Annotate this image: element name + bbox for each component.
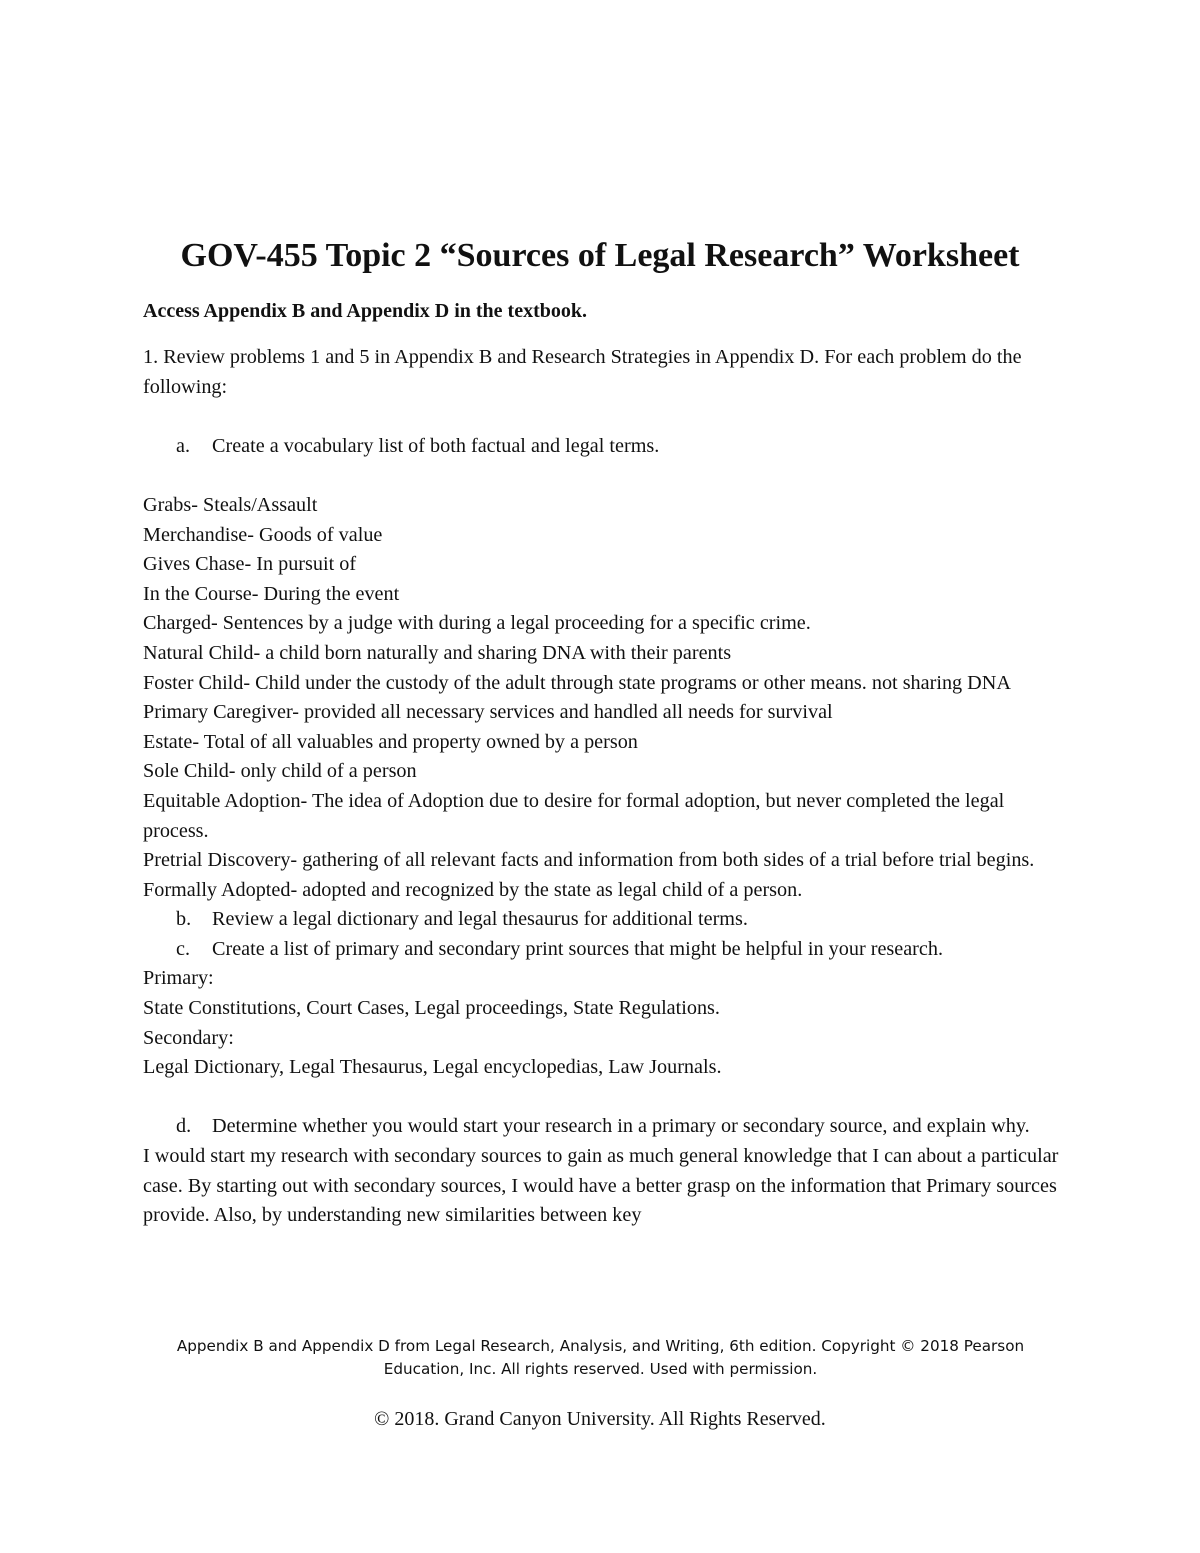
- footer-copyright: © 2018. Grand Canyon University. All Rights Reserved.: [374, 1408, 826, 1430]
- item-a-marker: a.: [176, 434, 191, 457]
- secondary-label: Secondary:: [143, 1026, 234, 1049]
- vocab-term: Foster Child- Child under the custody of the adult through state programs or other means. not sharing DNA: [143, 671, 1011, 694]
- vocab-term: Merchandise- Goods of value: [143, 523, 383, 546]
- primary-sources: State Constitutions, Court Cases, Legal proceedings, State Regulations.: [143, 997, 720, 1020]
- primary-label: Primary:: [143, 967, 214, 990]
- footer-attribution: Appendix B and Appendix D from Legal Research, Analysis, and Writing, 6th edition. Copyright © 2018 Pearson Education, Inc. All rights reserved. Used with permission.: [176, 1337, 1025, 1378]
- vocabulary-list: [143, 491, 1063, 905]
- vocab-term: Estate- Total of all valuables and property owned by a person: [143, 730, 638, 753]
- worksheet-content: [143, 343, 1063, 1231]
- vocab-term: Equitable Adoption- The idea of Adoption due to desire for formal adoption, but never completed the legal process.: [143, 789, 1005, 842]
- access-instruction: Access Appendix B and Appendix D in the textbook.: [143, 300, 587, 322]
- item-d-text: Determine whether you would start your research in a primary or secondary source, and explain why.: [212, 1115, 1030, 1138]
- item-b: [143, 905, 1063, 935]
- vocab-term: Pretrial Discovery- gathering of all relevant facts and information from both sides of a trial before trial begins.: [143, 849, 1035, 872]
- item-a: [143, 432, 1063, 462]
- vocab-term: Natural Child- a child born naturally and sharing DNA with their parents: [143, 641, 732, 664]
- vocab-term: Formally Adopted- adopted and recognized by the state as legal child of a person.: [143, 878, 803, 901]
- vocab-term: Primary Caregiver- provided all necessary services and handled all needs for survival: [143, 701, 833, 724]
- vocab-term: In the Course- During the event: [143, 582, 400, 605]
- item-b-marker: b.: [176, 908, 192, 931]
- item-c: [143, 935, 1063, 965]
- question-1: 1. Review problems 1 and 5 in Appendix B and Research Strategies in Appendix D. For each problem do the following:: [143, 346, 1022, 398]
- page-title: GOV-455 Topic 2 “Sources of Legal Research” Worksheet: [180, 237, 1020, 274]
- secondary-sources: Legal Dictionary, Legal Thesaurus, Legal encyclopedias, Law Journals.: [143, 1056, 722, 1079]
- answer-d: I would start my research with secondary sources to gain as much general knowledge that I can about a particular case. By starting out with secondary sources, I would have a better grasp on the information that Primary sources provide. Also, by understanding new similarities between key: [143, 1145, 1059, 1227]
- item-a-text: Create a vocabulary list of both factual and legal terms.: [212, 434, 660, 457]
- item-c-text: Create a list of primary and secondary print sources that might be helpful in your research.: [212, 937, 943, 960]
- vocab-term: Gives Chase- In pursuit of: [143, 553, 357, 576]
- vocab-term: Sole Child- only child of a person: [143, 760, 417, 783]
- vocab-term: Charged- Sentences by a judge with during a legal proceeding for a specific crime.: [143, 612, 811, 635]
- vocab-term: Grabs- Steals/Assault: [143, 493, 318, 516]
- item-c-marker: c.: [176, 937, 191, 960]
- item-d-marker: d.: [176, 1115, 192, 1138]
- item-b-text: Review a legal dictionary and legal thesaurus for additional terms.: [212, 908, 748, 931]
- item-d: [143, 1112, 1063, 1142]
